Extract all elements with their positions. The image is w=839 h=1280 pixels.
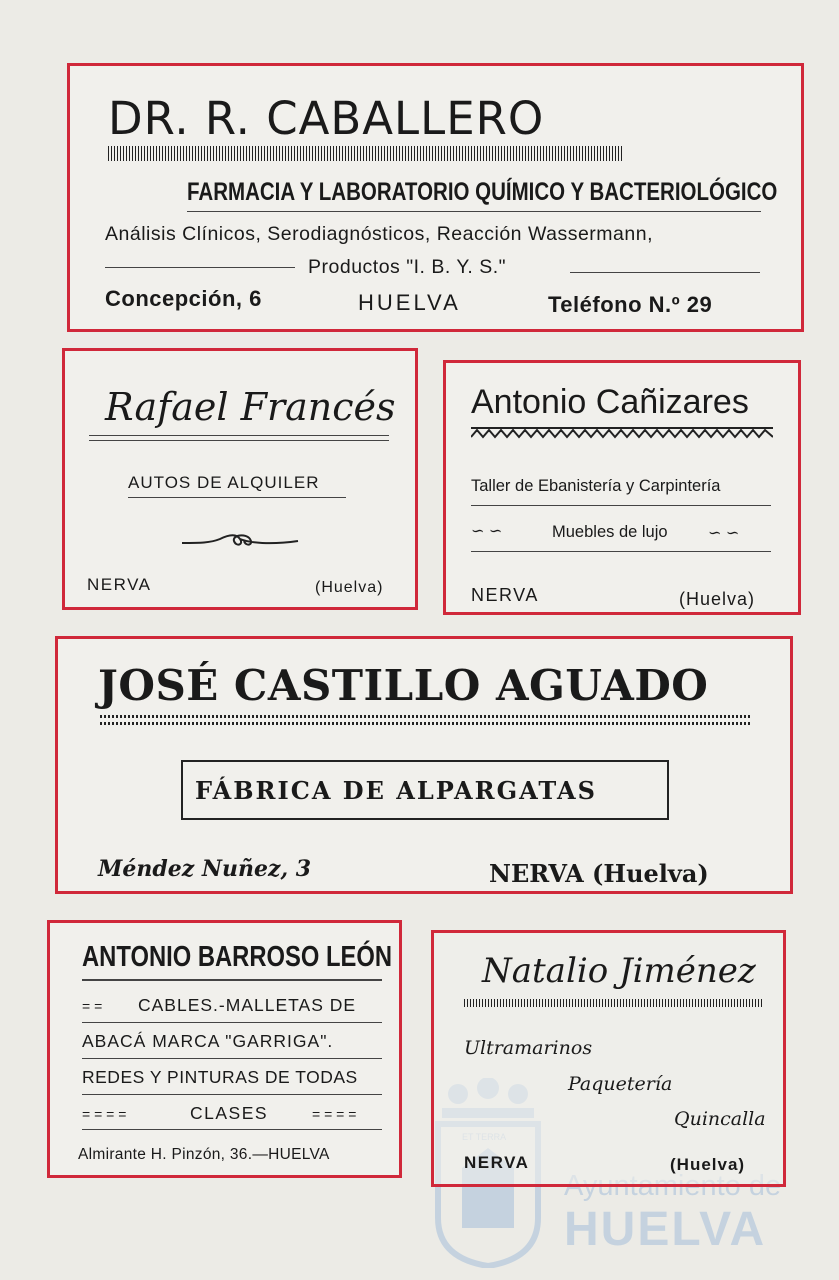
barroso-dash-1: = = (82, 998, 103, 1014)
castillo-service: FÁBRICA DE ALPARGATAS (195, 776, 597, 805)
jimenez-item-1: Ultramarinos (464, 1037, 593, 1059)
barroso-name: ANTONIO BARROSO LEÓN (82, 941, 393, 973)
flourish-ornament-icon (180, 527, 300, 551)
ad-caballero (67, 63, 804, 332)
jimenez-town: NERVA (464, 1153, 530, 1172)
frances-town: NERVA (87, 575, 152, 594)
frances-province: (Huelva) (315, 579, 384, 596)
swirl-right-icon: ∽ ∽ (708, 525, 740, 542)
jimenez-province: (Huelva) (670, 1155, 746, 1174)
caballero-hatch-rule (108, 146, 624, 161)
jimenez-item-3: Quincalla (674, 1108, 766, 1130)
castillo-name: JOSÉ CASTILLO AGUADO (98, 661, 709, 710)
castillo-address: Méndez Nuñez, 3 (98, 856, 312, 882)
canizares-name: Antonio Cañizares (471, 383, 749, 421)
watermark-line2: HUELVA (564, 1203, 767, 1256)
jimenez-item-2: Paquetería (568, 1073, 673, 1095)
caballero-analysis-line: Análisis Clínicos, Serodiagnósticos, Reacción Wassermann, (105, 223, 654, 245)
caballero-subtitle: FARMACIA Y LABORATORIO QUÍMICO Y BACTERIOLÓGICO (187, 178, 778, 206)
barroso-line-1: CABLES.-MALLETAS DE (138, 995, 357, 1015)
zigzag-rule-icon (471, 427, 773, 439)
barroso-dash-2: = = = = (82, 1106, 127, 1122)
barroso-dash-3: = = = = (312, 1106, 357, 1122)
caballero-name: DR. R. CABALLERO (108, 92, 545, 145)
caballero-address: Concepción, 6 (105, 286, 262, 311)
ad-jose-castillo (55, 636, 793, 894)
caballero-city: HUELVA (358, 290, 461, 315)
ad-rafael-frances (62, 348, 418, 610)
canizares-extra: Muebles de lujo (552, 523, 668, 541)
barroso-line-4: CLASES (190, 1103, 269, 1123)
caballero-phone: Teléfono N.º 29 (548, 292, 713, 317)
ad-antonio-barroso (47, 920, 402, 1178)
caballero-products: Productos "I. B. Y. S." (308, 256, 507, 278)
frances-service: AUTOS DE ALQUILER (128, 473, 320, 492)
jimenez-name: Natalio Jiménez (482, 951, 756, 991)
canizares-town: NERVA (471, 585, 539, 605)
canizares-service: Taller de Ebanistería y Carpintería (471, 477, 721, 495)
frances-name: Rafael Francés (105, 385, 396, 429)
barroso-address: Almirante H. Pinzón, 36.—HUELVA (78, 1146, 330, 1163)
castillo-service-frame (181, 760, 669, 820)
castillo-location: NERVA (Huelva) (489, 859, 709, 888)
canizares-province: (Huelva) (679, 589, 756, 609)
ad-antonio-canizares (443, 360, 801, 615)
swirl-left-icon: ∽ ∽ (471, 523, 503, 540)
barroso-line-2: ABACÁ MARCA "GARRIGA". (82, 1031, 334, 1051)
ad-natalio-jimenez (431, 930, 786, 1187)
barroso-line-3: REDES Y PINTURAS DE TODAS (82, 1067, 358, 1087)
